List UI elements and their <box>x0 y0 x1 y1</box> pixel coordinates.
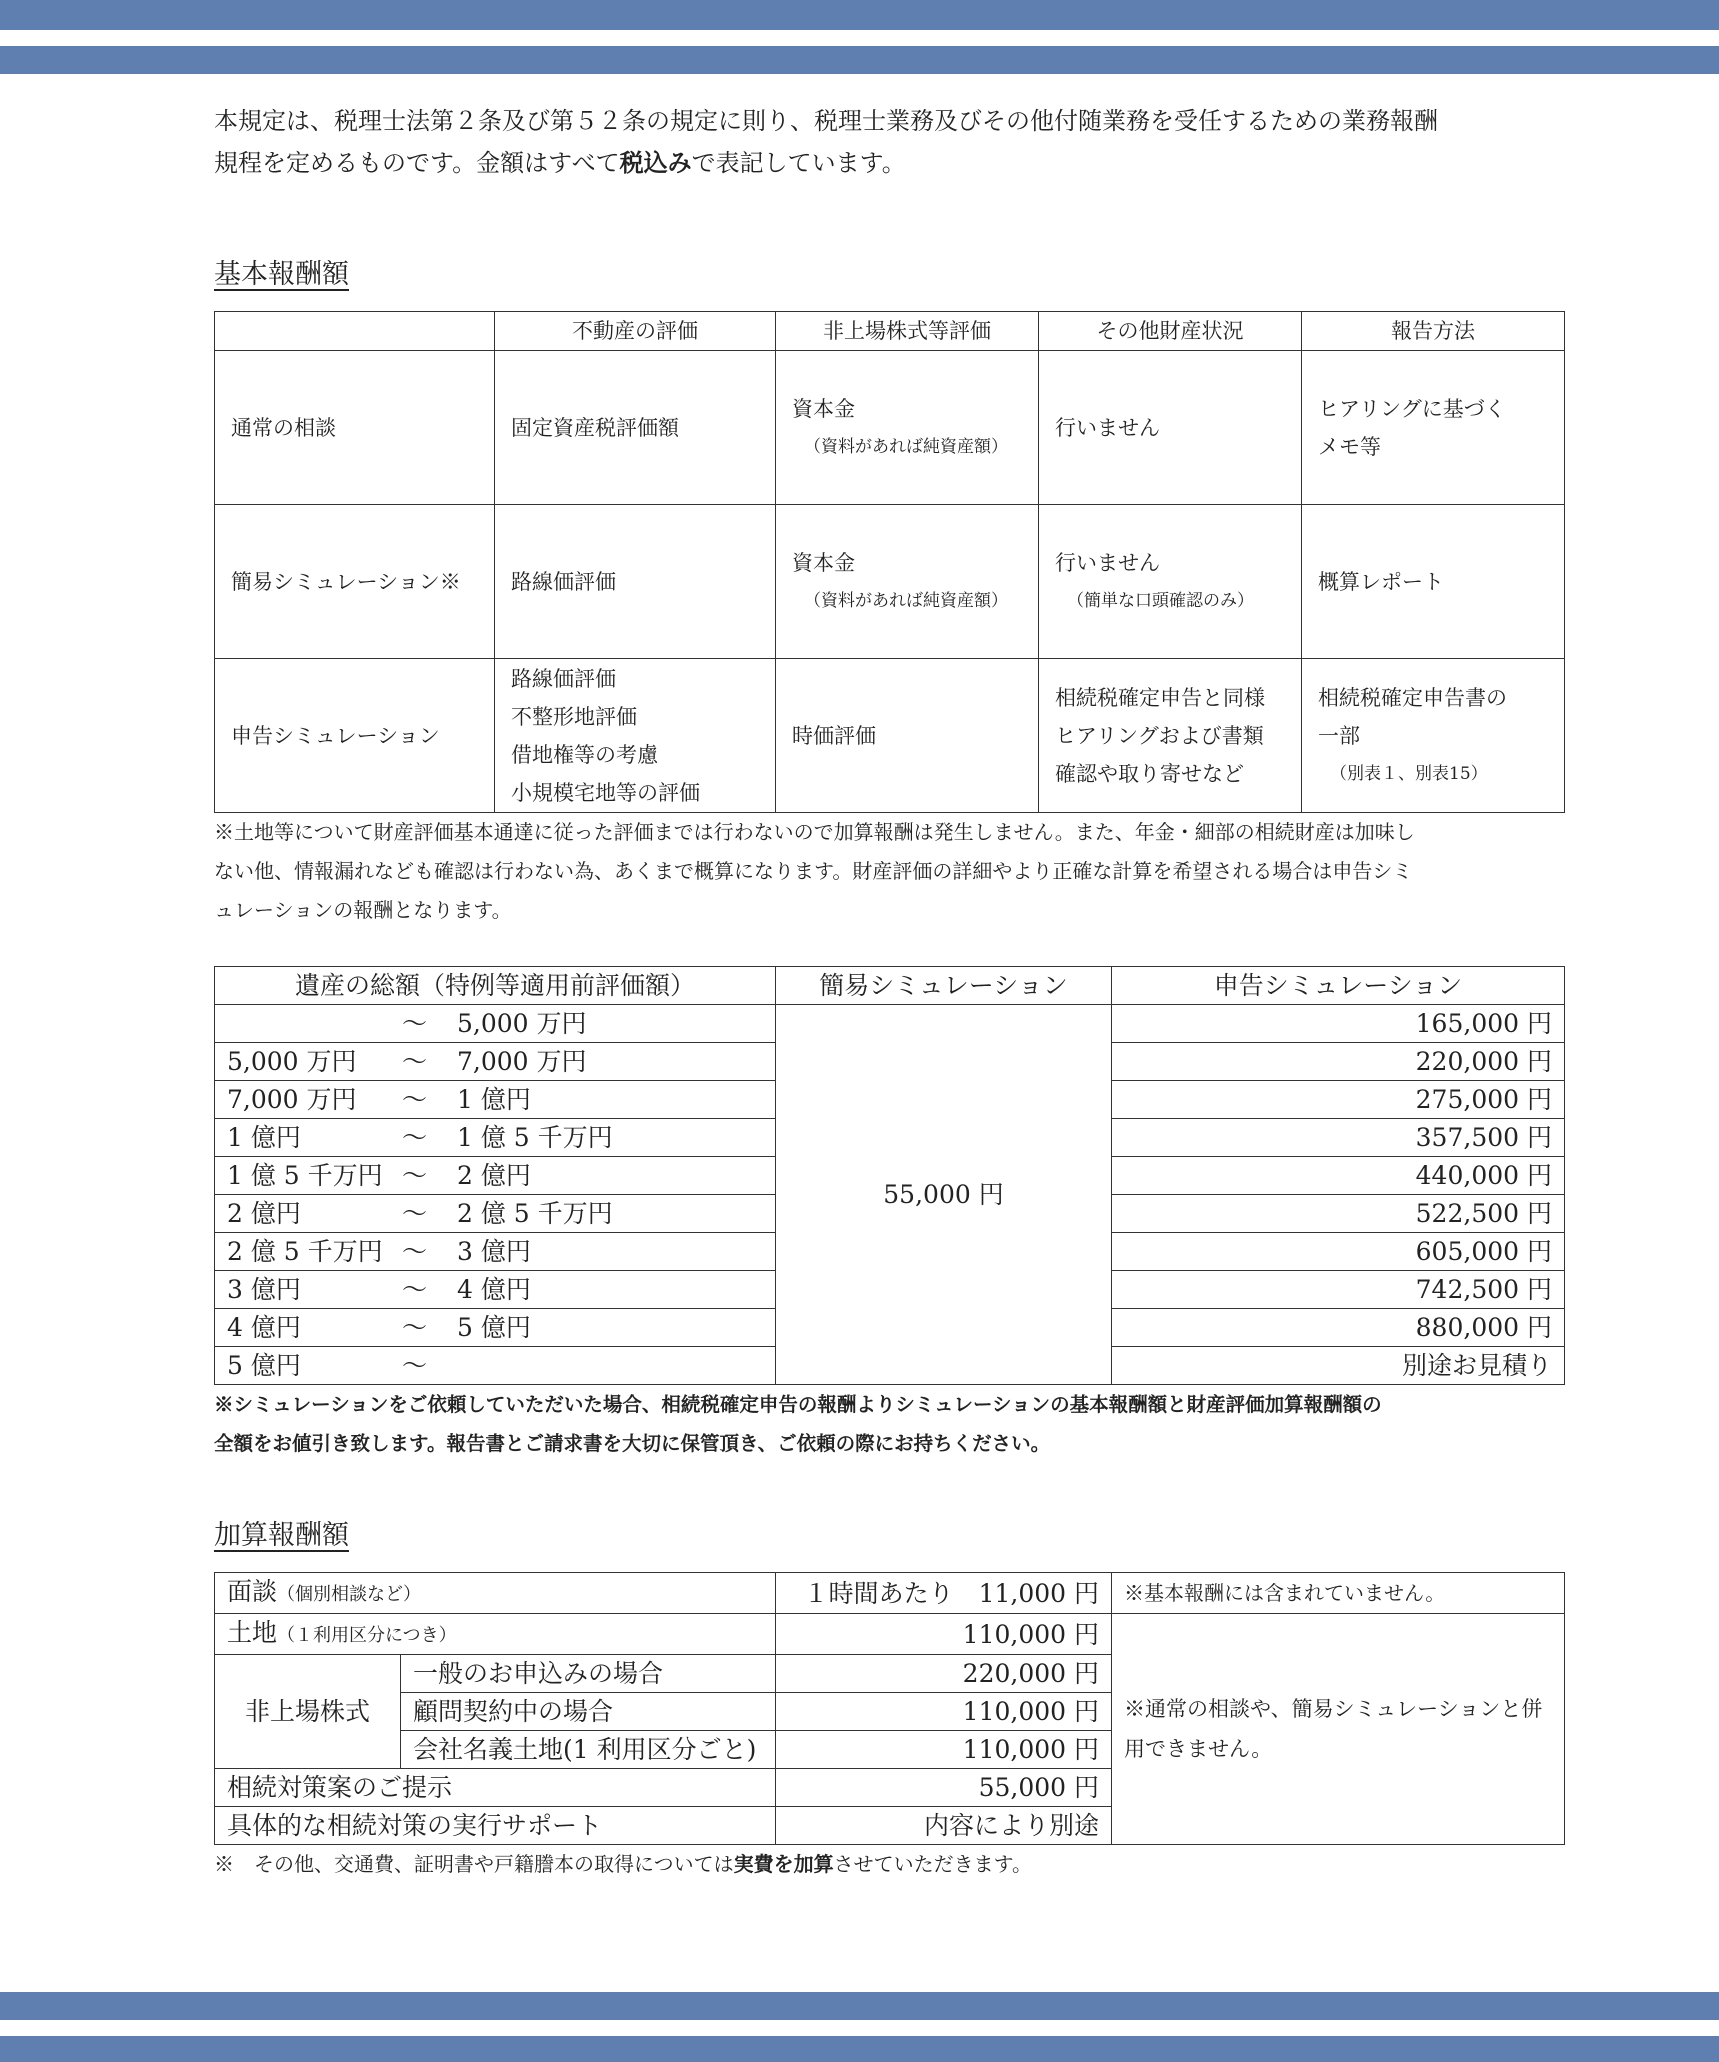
support-label: 具体的な相続対策の実行サポート <box>215 1807 776 1845</box>
interview-fee: １時間あたり 11,000 円 <box>776 1573 1112 1614</box>
other-line: ヒアリングおよび書類 <box>1055 723 1264 748</box>
other-main: 行いません <box>1055 550 1160 575</box>
report-sub: （別表１、別表15） <box>1330 763 1488 784</box>
interview-sub: （個別相談など） <box>277 1584 422 1605</box>
report-cell: 概算レポート <box>1302 505 1565 659</box>
other-cell: 行いません <box>1039 351 1302 505</box>
realestate-cell: 固定資産税評価額 <box>495 351 776 505</box>
filing-sim-fee: 220,000 円 <box>1112 1043 1565 1081</box>
land-label: 土地 <box>227 1618 278 1647</box>
stock-case-label: 会社名義土地(1 利用区分ごと) <box>401 1731 776 1769</box>
range-tilde: ～ <box>402 1351 428 1380</box>
other-line: 相続税確定申告と同様 <box>1055 685 1265 710</box>
range-from: 1 億 5 千万円 <box>227 1161 383 1190</box>
land-sub: （１利用区分につき） <box>277 1625 457 1646</box>
realestate-cell: 路線価評価 <box>495 505 776 659</box>
sim-header-simple: 簡易シミュレーション <box>776 967 1112 1005</box>
interview-note: ※基本報酬には含まれていません。 <box>1112 1573 1565 1614</box>
simple-sim-fee: 55,000 円 <box>776 1005 1112 1385</box>
basic-note <box>214 813 1564 930</box>
estate-range <box>215 1233 776 1271</box>
realestate-line: 小規模宅地等の評価 <box>511 780 700 805</box>
range-to: 5,000 万円 <box>457 1009 587 1038</box>
filing-sim-fee: 165,000 円 <box>1112 1005 1565 1043</box>
range-to: 3 億円 <box>457 1237 531 1266</box>
additional-footnote <box>214 1845 1564 1884</box>
basic-fee-heading: 基本報酬額 <box>214 259 349 290</box>
range-to: 4 億円 <box>457 1275 531 1304</box>
estate-range <box>215 1157 776 1195</box>
additional-row-interview <box>215 1573 1565 1614</box>
document-body <box>214 100 1564 1884</box>
header-band-top <box>0 0 1719 30</box>
simulation-table-header <box>215 967 1565 1005</box>
basic-header-report: 報告方法 <box>1302 312 1565 351</box>
range-tilde: ～ <box>402 1009 428 1038</box>
estate-range <box>215 1081 776 1119</box>
row-label: 申告シミュレーション <box>215 659 495 813</box>
footer-band-top <box>0 1992 1719 2020</box>
filing-sim-fee: 605,000 円 <box>1112 1233 1565 1271</box>
basic-fee-table <box>214 311 1565 813</box>
interview-label: 面談 <box>227 1577 278 1606</box>
range-tilde: ～ <box>402 1123 428 1152</box>
stock-cell <box>776 505 1039 659</box>
stock-main: 資本金 <box>792 396 855 421</box>
stock-cell: 時価評価 <box>776 659 1039 813</box>
support-fee: 内容により別途 <box>776 1807 1112 1845</box>
intro-line-2-pre: 規程を定めるものです。金額はすべて <box>214 149 620 177</box>
range-tilde: ～ <box>402 1237 428 1266</box>
range-to: 7,000 万円 <box>457 1047 587 1076</box>
additional-row-land <box>215 1614 1565 1655</box>
stock-cell <box>776 351 1039 505</box>
range-from: 2 億円 <box>227 1199 301 1228</box>
estate-range <box>215 1195 776 1233</box>
range-from: 3 億円 <box>227 1275 301 1304</box>
realestate-line: 不整形地評価 <box>511 704 637 729</box>
basic-header-stock: 非上場株式等評価 <box>776 312 1039 351</box>
realestate-line: 路線価評価 <box>511 666 616 691</box>
range-from: 1 億円 <box>227 1123 301 1152</box>
stock-group-label: 非上場株式 <box>215 1655 401 1769</box>
simulation-fee-table <box>214 966 1565 1385</box>
simulation-note <box>214 1385 1564 1463</box>
estate-range <box>215 1043 776 1081</box>
range-tilde: ～ <box>402 1199 428 1228</box>
header-band-bottom <box>0 46 1719 74</box>
basic-table-header <box>215 312 1565 351</box>
land-fee: 110,000 円 <box>776 1614 1112 1655</box>
interview-label-cell <box>215 1573 776 1614</box>
range-tilde: ～ <box>402 1313 428 1342</box>
intro-paragraph <box>214 100 1564 184</box>
basic-header-blank <box>215 312 495 351</box>
estate-range <box>215 1119 776 1157</box>
range-tilde: ～ <box>402 1085 428 1114</box>
stock-case-fee: 110,000 円 <box>776 1731 1112 1769</box>
stock-sub: （資料があれば純資産額） <box>804 436 1008 457</box>
report-cell <box>1302 659 1565 813</box>
filing-sim-fee: 742,500 円 <box>1112 1271 1565 1309</box>
row-label: 通常の相談 <box>215 351 495 505</box>
basic-row-normal <box>215 351 1565 505</box>
sim-header-estate: 遺産の総額（特例等適用前評価額） <box>215 967 776 1005</box>
basic-note-line: ※土地等について財産評価基本通達に従った評価までは行わないので加算報酬は発生しません。また、年金・細部の相続財産は加味し <box>214 820 1415 844</box>
combination-note: ※通常の相談や、簡易シミュレーションと併用できません。 <box>1112 1614 1565 1845</box>
basic-note-line: ュレーションの報酬となります。 <box>214 898 512 922</box>
basic-note-line: ない他、情報漏れなども確認は行わない為、あくまで概算になります。財産評価の詳細やより正確な計算を希望される場合は申告シミ <box>214 859 1413 883</box>
simulation-note-line: 全額をお値引き致します。報告書とご請求書を大切に保管頂き、ご依頼の際にお持ちください。 <box>214 1432 1051 1455</box>
basic-header-realestate: 不動産の評価 <box>495 312 776 351</box>
range-from: 4 億円 <box>227 1313 301 1342</box>
footnote-pre: ※ その他、交通費、証明書や戸籍謄本の取得については <box>214 1852 734 1876</box>
intro-line-1: 本規定は、税理士法第２条及び第５２条の規定に則り、税理士業務及びその他付随業務を受任するための業務報酬 <box>214 107 1438 135</box>
filing-sim-fee: 522,500 円 <box>1112 1195 1565 1233</box>
stock-case-fee: 110,000 円 <box>776 1693 1112 1731</box>
stock-main: 資本金 <box>792 550 855 575</box>
filing-sim-fee: 275,000 円 <box>1112 1081 1565 1119</box>
filing-sim-fee: 別途お見積り <box>1112 1347 1565 1385</box>
footer-band-bottom <box>0 2036 1719 2062</box>
intro-line-2-post: で表記しています。 <box>691 149 906 177</box>
proposal-label: 相続対策案のご提示 <box>215 1769 776 1807</box>
report-line: 一部 <box>1318 723 1360 748</box>
basic-row-filing <box>215 659 1565 813</box>
stock-case-label: 一般のお申込みの場合 <box>401 1655 776 1693</box>
stock-sub: （資料があれば純資産額） <box>804 590 1008 611</box>
range-tilde: ～ <box>402 1047 428 1076</box>
range-to: 1 億円 <box>457 1085 531 1114</box>
report-line: 相続税確定申告書の <box>1318 685 1507 710</box>
estate-range <box>215 1309 776 1347</box>
range-to: 2 億 5 千万円 <box>457 1199 613 1228</box>
basic-row-simple <box>215 505 1565 659</box>
land-label-cell <box>215 1614 776 1655</box>
footnote-post: させていただきます。 <box>833 1852 1033 1876</box>
report-line: メモ等 <box>1318 434 1381 459</box>
range-to: 5 億円 <box>457 1313 531 1342</box>
intro-tax-included: 税込み <box>619 148 692 177</box>
other-cell <box>1039 659 1302 813</box>
realestate-cell <box>495 659 776 813</box>
range-from: 7,000 万円 <box>227 1085 357 1114</box>
sim-header-filing: 申告シミュレーション <box>1112 967 1565 1005</box>
estate-range <box>215 1271 776 1309</box>
stock-case-label: 顧問契約中の場合 <box>401 1693 776 1731</box>
range-tilde: ～ <box>402 1161 428 1190</box>
basic-header-other: その他財産状況 <box>1039 312 1302 351</box>
row-label: 簡易シミュレーション※ <box>215 505 495 659</box>
other-sub: （簡単な口頭確認のみ） <box>1067 590 1254 611</box>
range-tilde: ～ <box>402 1275 428 1304</box>
simulation-note-line: ※シミュレーションをご依頼していただいた場合、相続税確定申告の報酬よりシミュレーションの基本報酬額と財産評価加算報酬額の <box>214 1393 1382 1416</box>
other-line: 確認や取り寄せなど <box>1055 761 1244 786</box>
simulation-row <box>215 1005 1565 1043</box>
filing-sim-fee: 357,500 円 <box>1112 1119 1565 1157</box>
report-line: ヒアリングに基づく <box>1318 396 1506 421</box>
realestate-line: 借地権等の考慮 <box>511 742 658 767</box>
range-to: 2 億円 <box>457 1161 531 1190</box>
range-from: 5,000 万円 <box>227 1047 357 1076</box>
estate-range <box>215 1005 776 1043</box>
stock-case-fee: 220,000 円 <box>776 1655 1112 1693</box>
other-cell <box>1039 505 1302 659</box>
range-from: 2 億 5 千万円 <box>227 1237 383 1266</box>
estate-range <box>215 1347 776 1385</box>
additional-fee-heading: 加算報酬額 <box>214 1520 349 1551</box>
range-to: 1 億 5 千万円 <box>457 1123 613 1152</box>
filing-sim-fee: 440,000 円 <box>1112 1157 1565 1195</box>
report-cell <box>1302 351 1565 505</box>
footnote-bold: 実費を加算 <box>733 1852 834 1876</box>
additional-fee-table <box>214 1572 1565 1845</box>
proposal-fee: 55,000 円 <box>776 1769 1112 1807</box>
filing-sim-fee: 880,000 円 <box>1112 1309 1565 1347</box>
range-from: 5 億円 <box>227 1351 301 1380</box>
